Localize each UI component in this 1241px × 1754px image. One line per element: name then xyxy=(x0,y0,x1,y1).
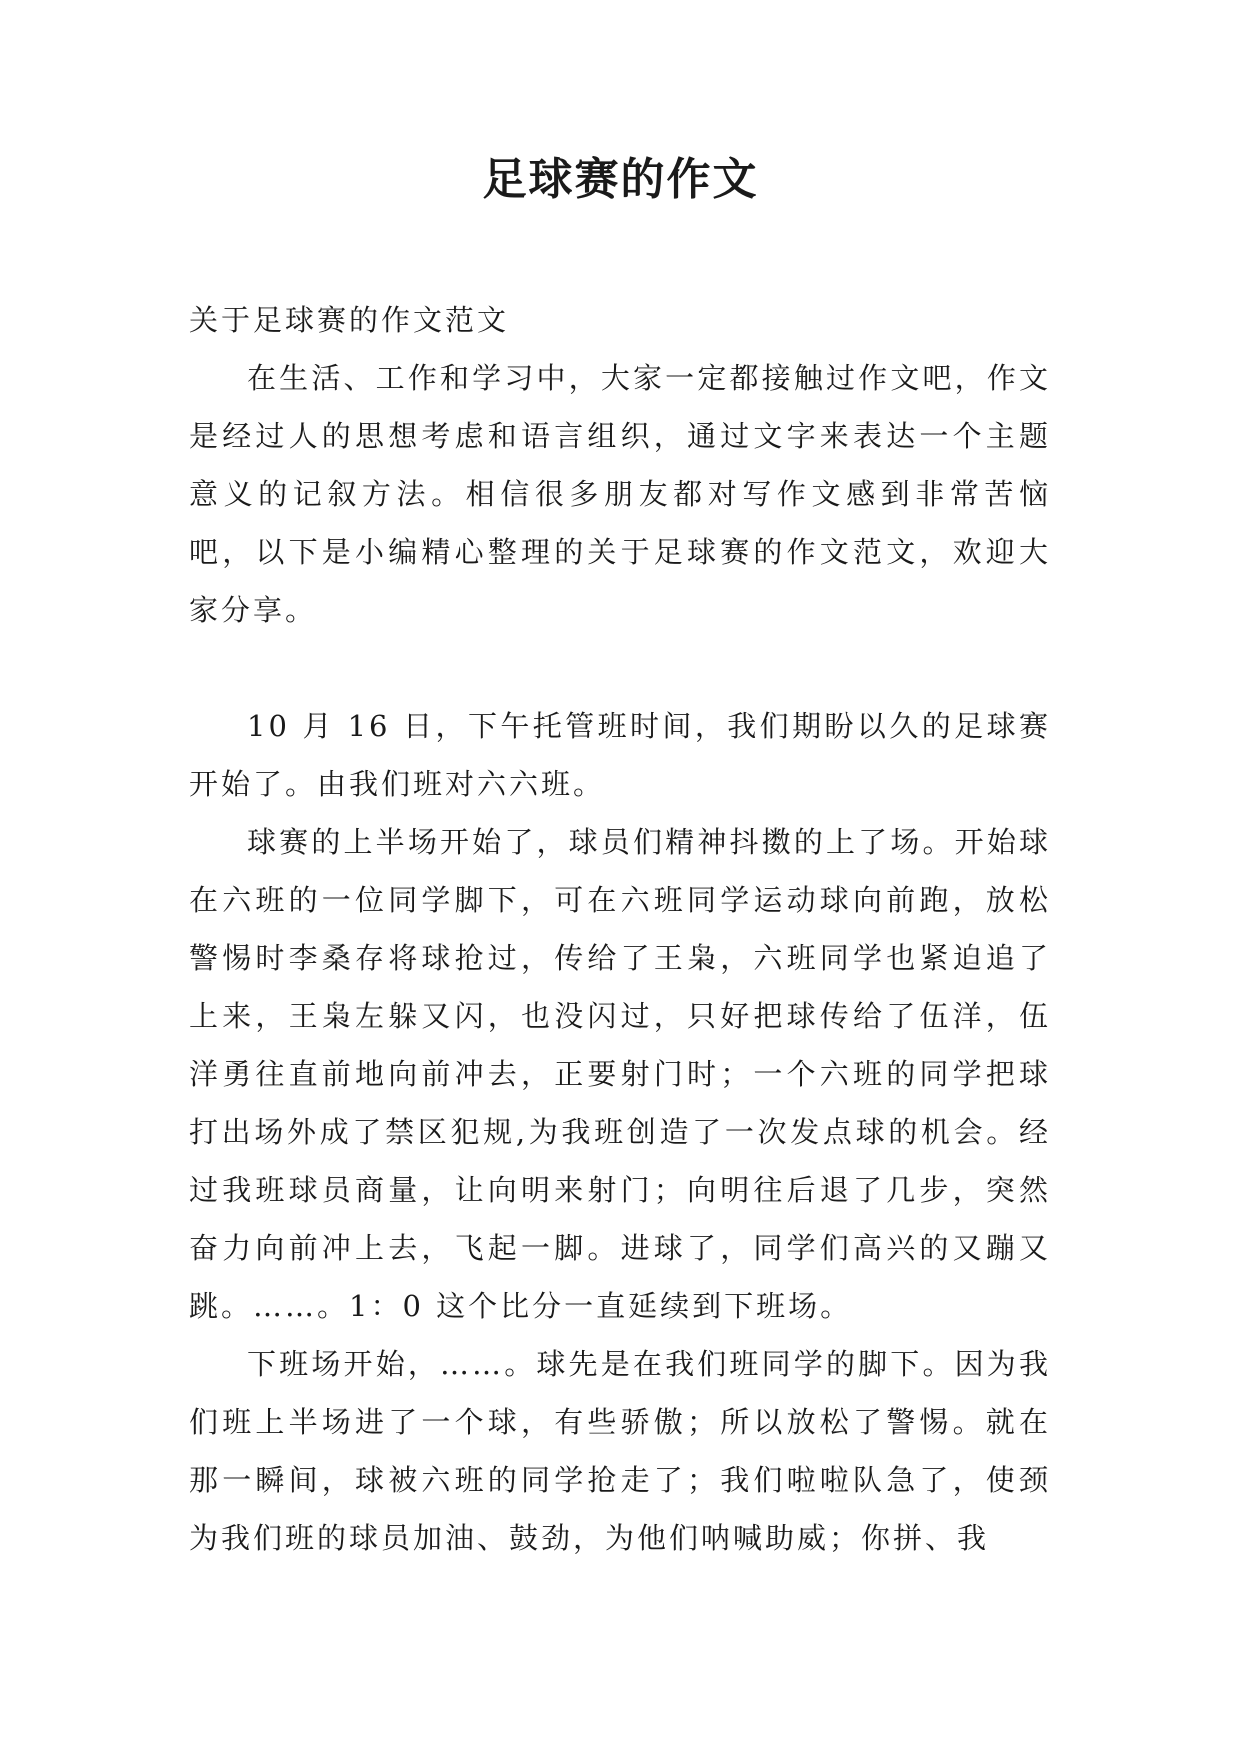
document-title: 足球赛的作文 xyxy=(482,154,759,205)
paragraph-spacer xyxy=(189,639,1051,697)
intro-paragraph: 在生活、工作和学习中，大家一定都接触过作文吧，作文是经过人的思想考虑和语言组织，通过文字来表达一个主题意义的记叙方法。相信很多朋友都对写作文感到非常苦恼吧，以下是小编精心整理的关于足球赛的作文范文，欢迎大家分享。 xyxy=(189,361,1051,627)
body-paragraph: 球赛的上半场开始了，球员们精神抖擞的上了场。开始球在六班的一位同学脚下，可在六班同学运动球向前跑，放松警惕时李桑存将球抢过，传给了王枭，六班同学也紧迫追了上来，王枭左躲又闪，也没闪过，只好把球传给了伍洋，伍洋勇往直前地向前冲去，正要射门时；一个六班的同学把球打出场外成了禁区犯规,为我班创造了一次发点球的机会。经过我班球员商量，让向明来射门；向明往后退了几步，突然奋力向前冲上去，飞起一脚。进球了，同学们高兴的又蹦又跳。……。1：0 这个比分一直延续到下班场。 xyxy=(189,825,1051,1323)
document-subtitle: 关于足球赛的作文范文 xyxy=(189,303,510,337)
body-paragraph: 10 月 16 日，下午托管班时间，我们期盼以久的足球赛开始了。由我们班对六六班。 xyxy=(189,709,1051,801)
body-paragraph: 下班场开始，……。球先是在我们班同学的脚下。因为我们班上半场进了一个球，有些骄傲；所以放松了警惕。就在那一瞬间，球被六班的同学抢走了；我们啦啦队急了，使颈为我们班的球员加油、鼓劲，为他们呐喊助威；你拼、我 xyxy=(189,1347,1051,1555)
document-body xyxy=(189,291,1051,1567)
